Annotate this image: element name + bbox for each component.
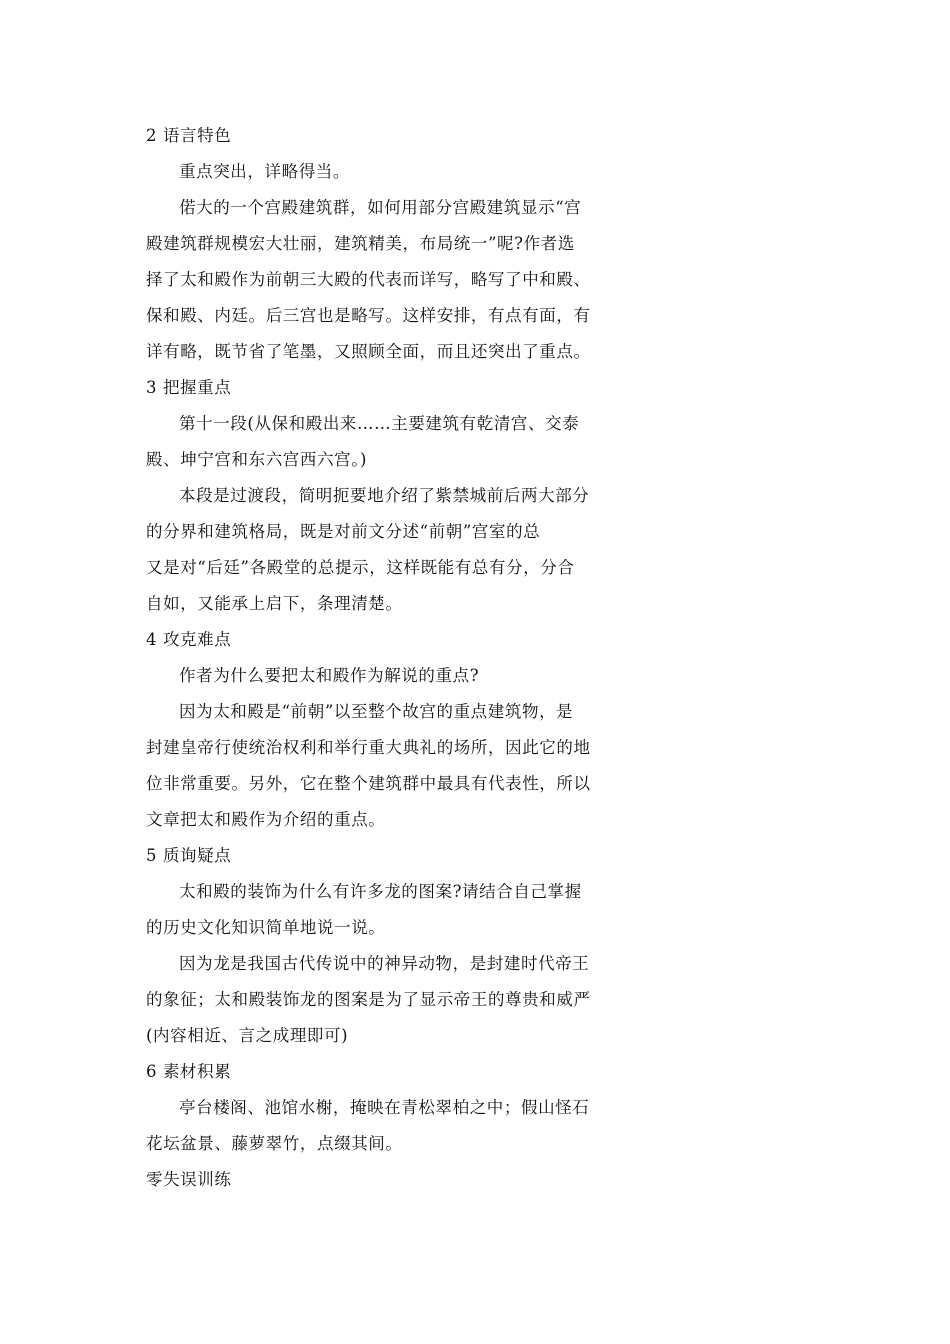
paragraph xyxy=(146,154,586,190)
text-line: 殿、坤宁宫和东六宫西六宫。) xyxy=(146,450,368,469)
section-heading: 2 语言特色 xyxy=(146,126,232,145)
text-line: 详有略，既节省了笔墨，又照顾全面，而且还突出了重点。 xyxy=(146,342,591,361)
text-line: 择了太和殿作为前朝三大殿的代表而详写，略写了中和殿、 xyxy=(146,270,591,289)
paragraph xyxy=(146,694,591,838)
text-line: 文章把太和殿作为介绍的重点。 xyxy=(146,810,386,829)
text-line: 偌大的一个宫殿建筑群，如何用部分宫殿建筑显示“宫 xyxy=(179,198,582,217)
text-line: 亭台楼阁、池馆水榭，掩映在青松翠柏之中；假山怪石 xyxy=(179,1098,590,1117)
text-line: 的历史文化知识简单地说一说。 xyxy=(146,918,386,937)
section-heading: 4 攻克难点 xyxy=(146,630,232,649)
paragraph xyxy=(146,658,586,694)
paragraph xyxy=(146,874,586,946)
text-line: 殿建筑群规模宏大壮丽，建筑精美，布局统一”呢?作者选 xyxy=(146,234,575,253)
text-line: 的象征；太和殿装饰龙的图案是为了显示帝王的尊贵和威严 xyxy=(146,990,591,1009)
paragraph xyxy=(146,190,591,370)
text-line: 保和殿、内廷。后三宫也是略写。这样安排，有点有面，有 xyxy=(146,306,591,325)
paragraph xyxy=(146,406,586,478)
section-heading: 5 质询疑点 xyxy=(146,846,232,865)
text-line: 位非常重要。另外，它在整个建筑群中最具有代表性，所以 xyxy=(146,774,591,793)
text-line: 重点突出，详略得当。 xyxy=(179,162,350,181)
text-line: 自如，又能承上启下，条理清楚。 xyxy=(146,594,403,613)
paragraph xyxy=(146,946,591,1054)
text-line: 第十一段(从保和殿出来……主要建筑有乾清宫、交泰 xyxy=(179,414,580,433)
section-heading: 6 素材积累 xyxy=(146,1062,232,1081)
paragraph xyxy=(146,550,586,622)
text-line: 封建皇帝行使统治权利和举行重大典礼的场所，因此它的地 xyxy=(146,738,591,757)
text-line: 又是对“后廷”各殿堂的总提示，这样既能有总有分，分合 xyxy=(146,558,575,577)
text-line: 太和殿的装饰为什么有许多龙的图案?请结合自己掌握 xyxy=(179,882,582,901)
paragraph xyxy=(146,478,590,550)
text-line: 因为太和殿是“前朝”以至整个故宫的重点建筑物，是 xyxy=(179,702,574,721)
text-line: (内容相近、言之成理即可) xyxy=(146,1026,349,1045)
paragraph xyxy=(146,1090,590,1162)
section-heading: 3 把握重点 xyxy=(146,378,232,397)
training-heading: 零失误训练 xyxy=(146,1170,232,1189)
text-line: 因为龙是我国古代传说中的神异动物，是封建时代帝王 xyxy=(179,954,590,973)
text-line: 作者为什么要把太和殿作为解说的重点? xyxy=(179,666,480,685)
text-line: 本段是过渡段，简明扼要地介绍了紫禁城前后两大部分 xyxy=(179,486,590,505)
text-line: 花坛盆景、藤萝翠竹，点缀其间。 xyxy=(146,1134,403,1153)
text-line: 的分界和建筑格局，既是对前文分述“前朝”宫室的总 xyxy=(146,522,541,541)
document-body xyxy=(146,118,591,1198)
